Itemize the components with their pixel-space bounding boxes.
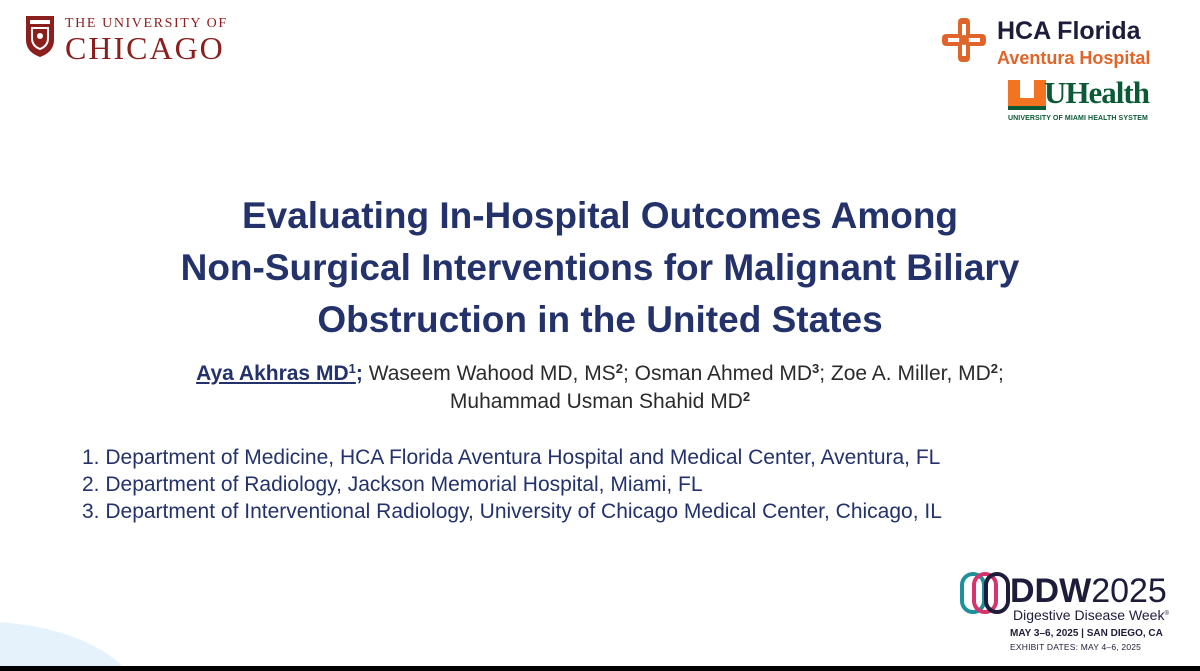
- author-affil-sup: 2: [742, 389, 751, 404]
- author-affil-sup: 3: [812, 361, 820, 376]
- ddw-2025-logo: [960, 570, 1192, 660]
- affiliation-item: 2. Department of Radiology, Jackson Memorial Hospital, Miami, FL: [82, 473, 703, 496]
- hca-name: HCA Florida: [997, 17, 1141, 45]
- ddw-tagline-text: Digestive Disease Week: [1013, 607, 1165, 623]
- presenting-author: [196, 362, 356, 385]
- author-affil-sup: 1: [348, 361, 356, 376]
- author-line-1: Aya Akhras $MD^1$; Waseem Wahood MD, $MS^2$; Osman Ahmed $MD^3$; Zoe A. Miller, $MD^2$;: [196, 361, 1004, 385]
- hca-cross-icon: [940, 16, 988, 64]
- ddw-dates: MAY 3–6, 2025 | SAN DIEGO, CA: [1010, 628, 1163, 639]
- presentation-title: [70, 190, 1130, 346]
- uhealth-logo: [1008, 75, 1154, 126]
- corner-swoosh: [0, 622, 145, 671]
- affiliation-list: [82, 444, 942, 525]
- title-line-1: Evaluating In-Hospital Outcomes Among: [241, 195, 959, 236]
- author-name: Waseem Wahood MD, MS: [368, 362, 616, 385]
- uchicago-line1: THE UNIVERSITY OF: [65, 16, 228, 31]
- ddw-letters: DDW: [1010, 572, 1092, 610]
- affiliation-item: 1. Department of Medicine, HCA Florida Aventura Hospital and Medical Center, Aventura, FL: [82, 446, 941, 469]
- author-name: Osman Ahmed MD: [634, 362, 813, 385]
- uhealth-wordmark: UHealth: [1044, 75, 1149, 110]
- author-affil-sup: 2: [990, 361, 999, 376]
- uhealth-subtitle: UNIVERSITY OF MIAMI HEALTH SYSTEM: [1008, 115, 1148, 122]
- registered-mark: ®: [1164, 611, 1169, 617]
- bottom-rule: [0, 666, 1200, 671]
- author-name: Zoe A. Miller, MD: [830, 362, 991, 385]
- ddw-exhibit-dates: EXHIBIT DATES: MAY 4–6, 2025: [1010, 642, 1142, 652]
- hca-subname: Aventura Hospital: [997, 48, 1151, 68]
- hca-florida-logo: [940, 16, 1192, 72]
- affiliation-item: 3. Department of Interventional Radiology, University of Chicago Medical Center, Chicago, IL: [82, 500, 942, 523]
- shield-icon: [24, 14, 56, 58]
- title-line-3: Obstruction in the United States: [317, 299, 883, 340]
- author-list: [60, 360, 1140, 416]
- title-line-2: Non-Surgical Interventions for Malignant Biliary: [180, 247, 1020, 288]
- ddw-rings-icon: [960, 570, 1010, 616]
- uchicago-line2: CHICAGO: [65, 30, 225, 66]
- author-name: Aya Akhras MD: [196, 362, 349, 385]
- ddw-year: 2025: [1091, 572, 1167, 610]
- author-name: Muhammad Usman Shahid MD: [449, 390, 743, 413]
- u-mark-icon: [1008, 80, 1046, 110]
- author-line-2: [60, 388, 1140, 416]
- uchicago-logo: [24, 14, 228, 66]
- author-affil-sup: 2: [615, 361, 623, 376]
- ddw-tagline: [1013, 607, 1169, 623]
- ddw-wordmark: [1010, 573, 1167, 609]
